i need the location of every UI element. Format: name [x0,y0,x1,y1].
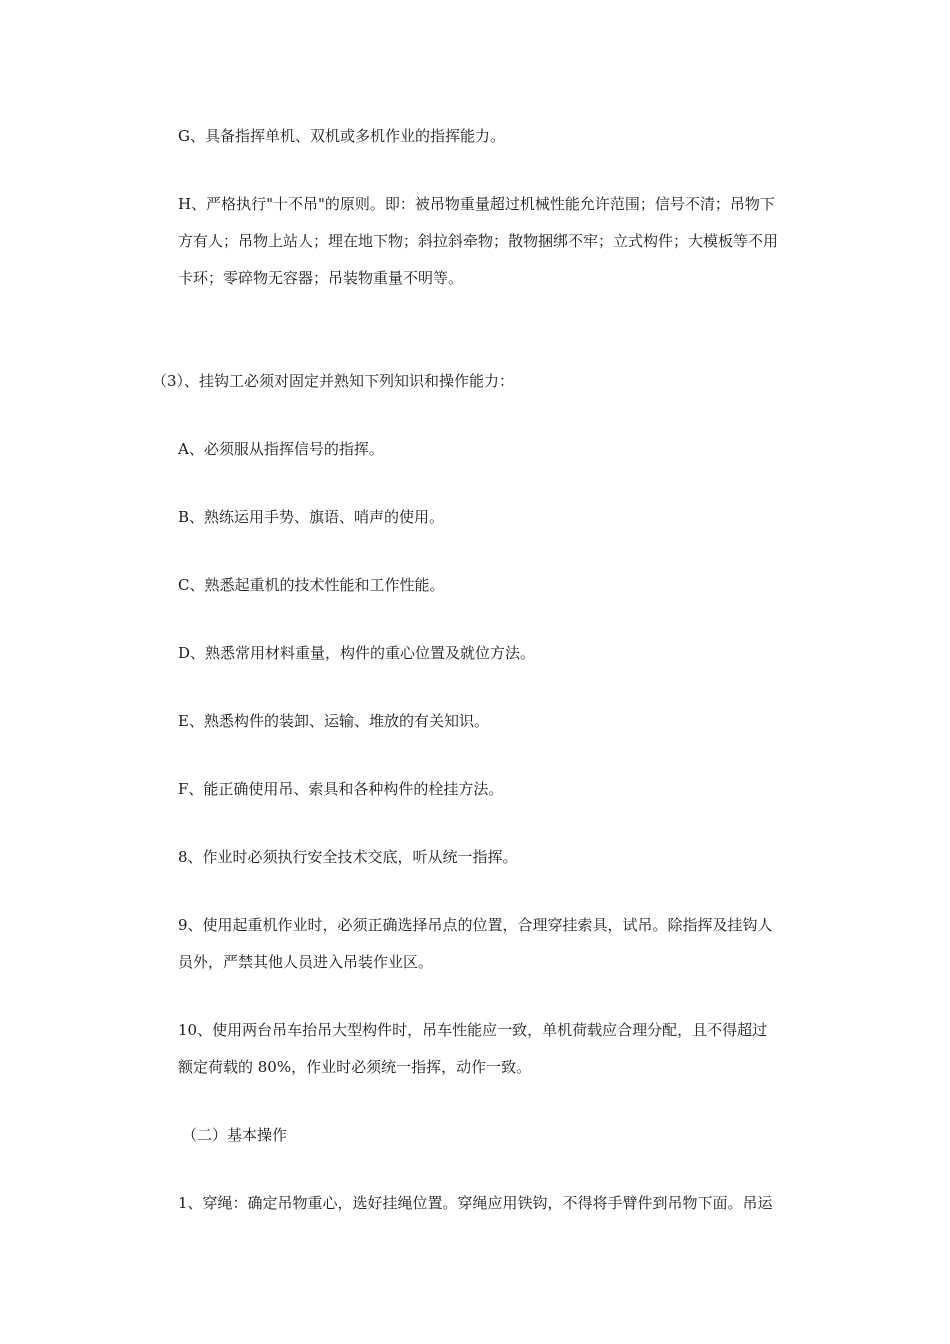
item-10-line-1: 10、使用两台吊车抬吊大型构件时，吊车性能应一致，单机荷载应合理分配，且不得超过 [178,1021,768,1039]
paragraph-g: G、具备指挥单机、双机或多机作业的指挥能力。 [178,127,505,145]
paragraph-c: C、熟悉起重机的技术性能和工作性能。 [178,576,445,594]
paragraph-h-line-1: H、严格执行"十不吊"的原则。即：被吊物重量超过机械性能允许范围；信号不清；吊物下 [178,195,775,213]
section-heading-basic-operation: （二）基本操作 [182,1126,288,1144]
item-9-line-1: 9、使用起重机作业时，必须正确选择吊点的位置，合理穿挂索具，试吊。除指挥及挂钩人 [178,916,773,934]
item-9-line-2: 员外，严禁其他人员进入吊装作业区。 [178,953,434,971]
item-8: 8、作业时必须执行安全技术交底，听从统一指挥。 [178,848,518,866]
paragraph-e: E、熟悉构件的装卸、运输、堆放的有关知识。 [178,712,489,730]
paragraph-h-line-3: 卡环；零碎物无容器；吊装物重量不明等。 [178,269,464,287]
paragraph-d: D、熟悉常用材料重量，构件的重心位置及就位方法。 [178,644,536,662]
paragraph-b: B、熟练运用手势、旗语、哨声的使用。 [178,508,445,526]
item-9 [178,907,810,981]
item-1 [178,1185,810,1222]
paragraph-f: F、能正确使用吊、索具和各种构件的栓挂方法。 [178,780,504,798]
paragraph-h [178,186,810,297]
paragraph-a: A、必须服从指挥信号的指挥。 [178,440,384,458]
section-heading-3: （3）、挂钩工必须对固定并熟知下列知识和操作能力： [152,372,515,390]
item-10-line-2: 额定荷载的 80%，作业时必须统一指挥，动作一致。 [178,1058,532,1076]
item-10 [178,1012,810,1086]
paragraph-h-line-2: 方有人；吊物上站人；埋在地下物；斜拉斜牵物；散物捆绑不牢；立式构件；大模板等不用 [178,232,779,250]
item-1-line-1: 1、穿绳：确定吊物重心，选好挂绳位置。穿绳应用铁钩，不得将手臂件到吊物下面。吊运 [178,1194,773,1212]
